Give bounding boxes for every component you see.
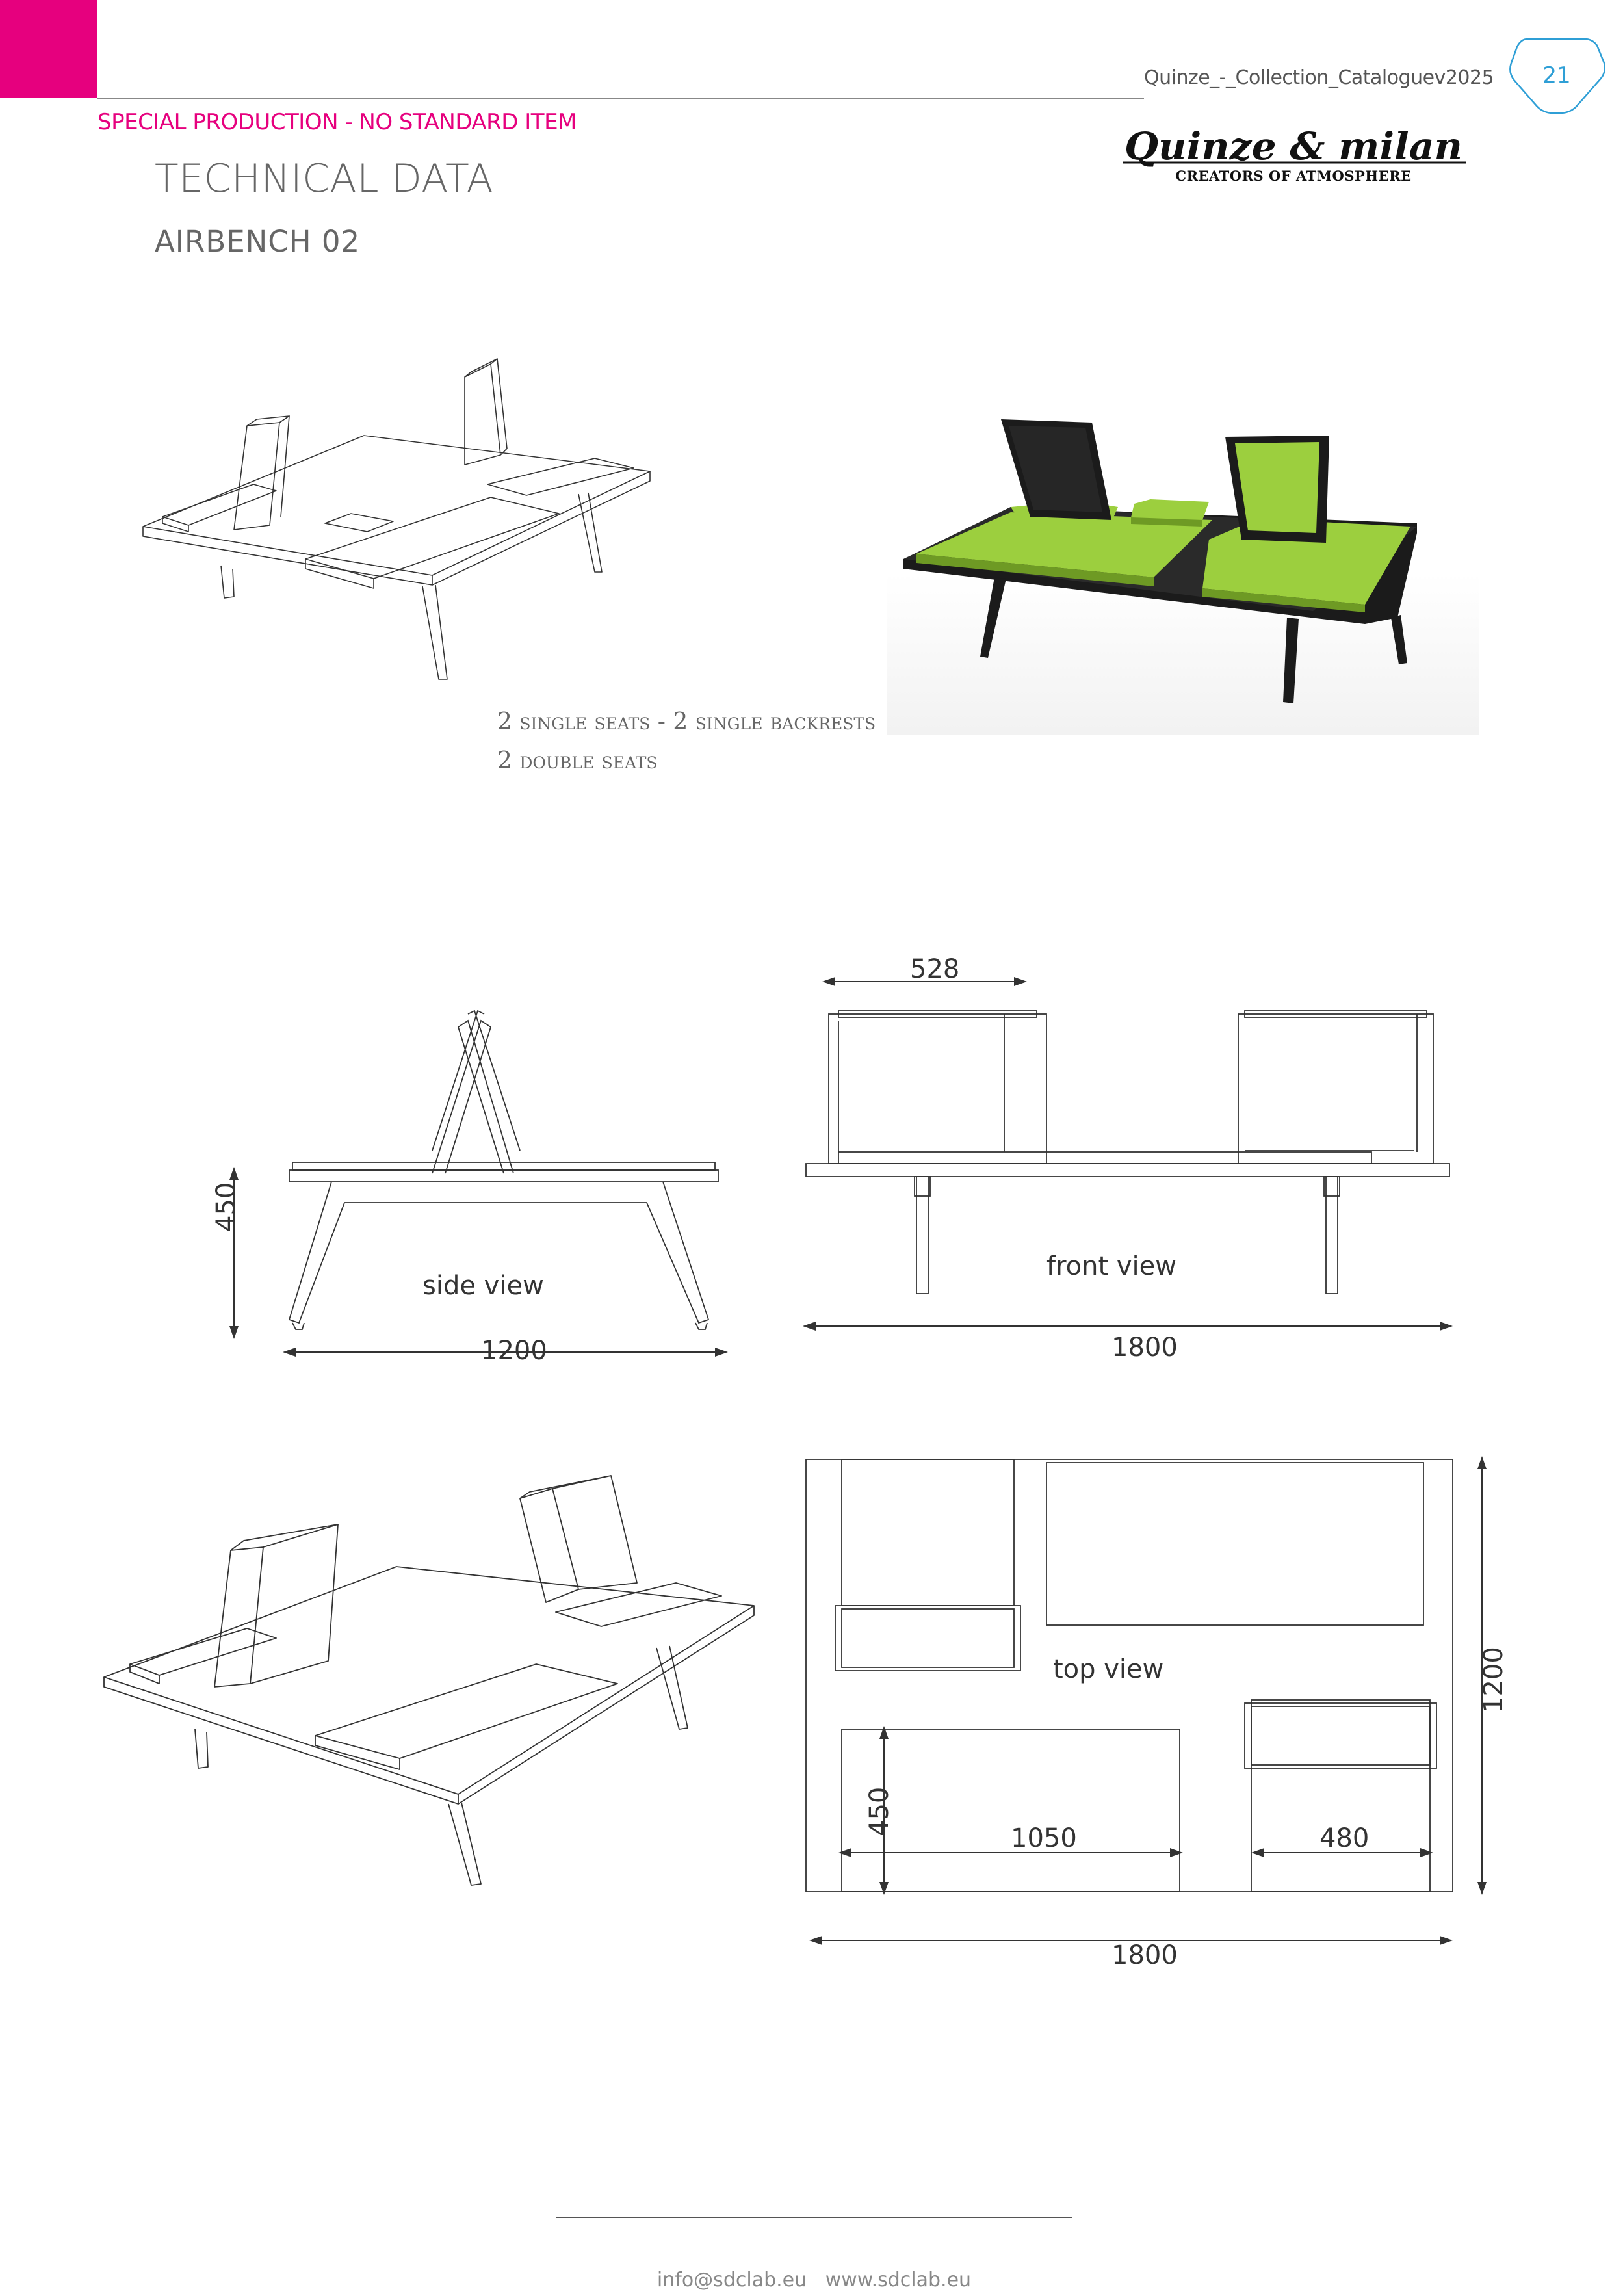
page-title: TECHNICAL DATA (155, 156, 494, 202)
accent-tab (0, 0, 97, 98)
front-width-dim: 1800 (1111, 1333, 1178, 1363)
top-seat-depth-dim: 450 (864, 1786, 894, 1836)
airbench-line-drawing-bottom (97, 1443, 767, 1898)
side-view-drawing (208, 995, 760, 1385)
top-depth-dim: 1200 (1479, 1647, 1509, 1713)
side-width-dim: 1200 (481, 1336, 547, 1366)
front-view-label: front view (1046, 1251, 1176, 1281)
catalogue-name: Quinze_-_Collection_Cataloguev2025 (1144, 66, 1494, 89)
footer-rule (556, 2217, 1072, 2218)
single-seat-label: single seats - (519, 709, 673, 735)
svg-text:Quinze & milan: Quinze & milan (1124, 124, 1462, 168)
airbench-line-drawing-top (136, 351, 656, 702)
double-seat-label: double seats (519, 748, 658, 774)
backrest-label: single backrests (695, 709, 876, 735)
footer-contact: info@sdclab.eu www.sdclab.eu (656, 2269, 972, 2291)
top-width-dim: 1800 (1111, 1940, 1178, 1970)
side-height-dim: 450 (211, 1182, 241, 1232)
top-view-drawing (806, 1450, 1521, 1970)
top-view-label: top view (1053, 1654, 1164, 1684)
side-view-label: side view (422, 1271, 544, 1301)
product-photo (897, 403, 1482, 715)
composition-line-1 (497, 709, 876, 735)
front-view-drawing (803, 962, 1479, 1378)
top-double-seat-width-dim: 1050 (1011, 1823, 1077, 1853)
single-seat-count: 2 (497, 709, 512, 735)
brand-tagline: CREATORS OF ATMOSPHERE (1175, 168, 1412, 184)
product-name: AIRBENCH 02 (155, 224, 361, 259)
special-production-note: SPECIAL PRODUCTION - NO STANDARD ITEM (97, 109, 577, 135)
double-seat-count: 2 (497, 748, 512, 774)
front-seat-width-dim: 528 (910, 954, 960, 984)
composition-line-2 (497, 748, 658, 774)
page-number: 21 (1542, 62, 1571, 88)
header-rule (97, 98, 1144, 99)
top-single-seat-width-dim: 480 (1319, 1823, 1370, 1853)
backrest-count: 2 (673, 709, 688, 735)
